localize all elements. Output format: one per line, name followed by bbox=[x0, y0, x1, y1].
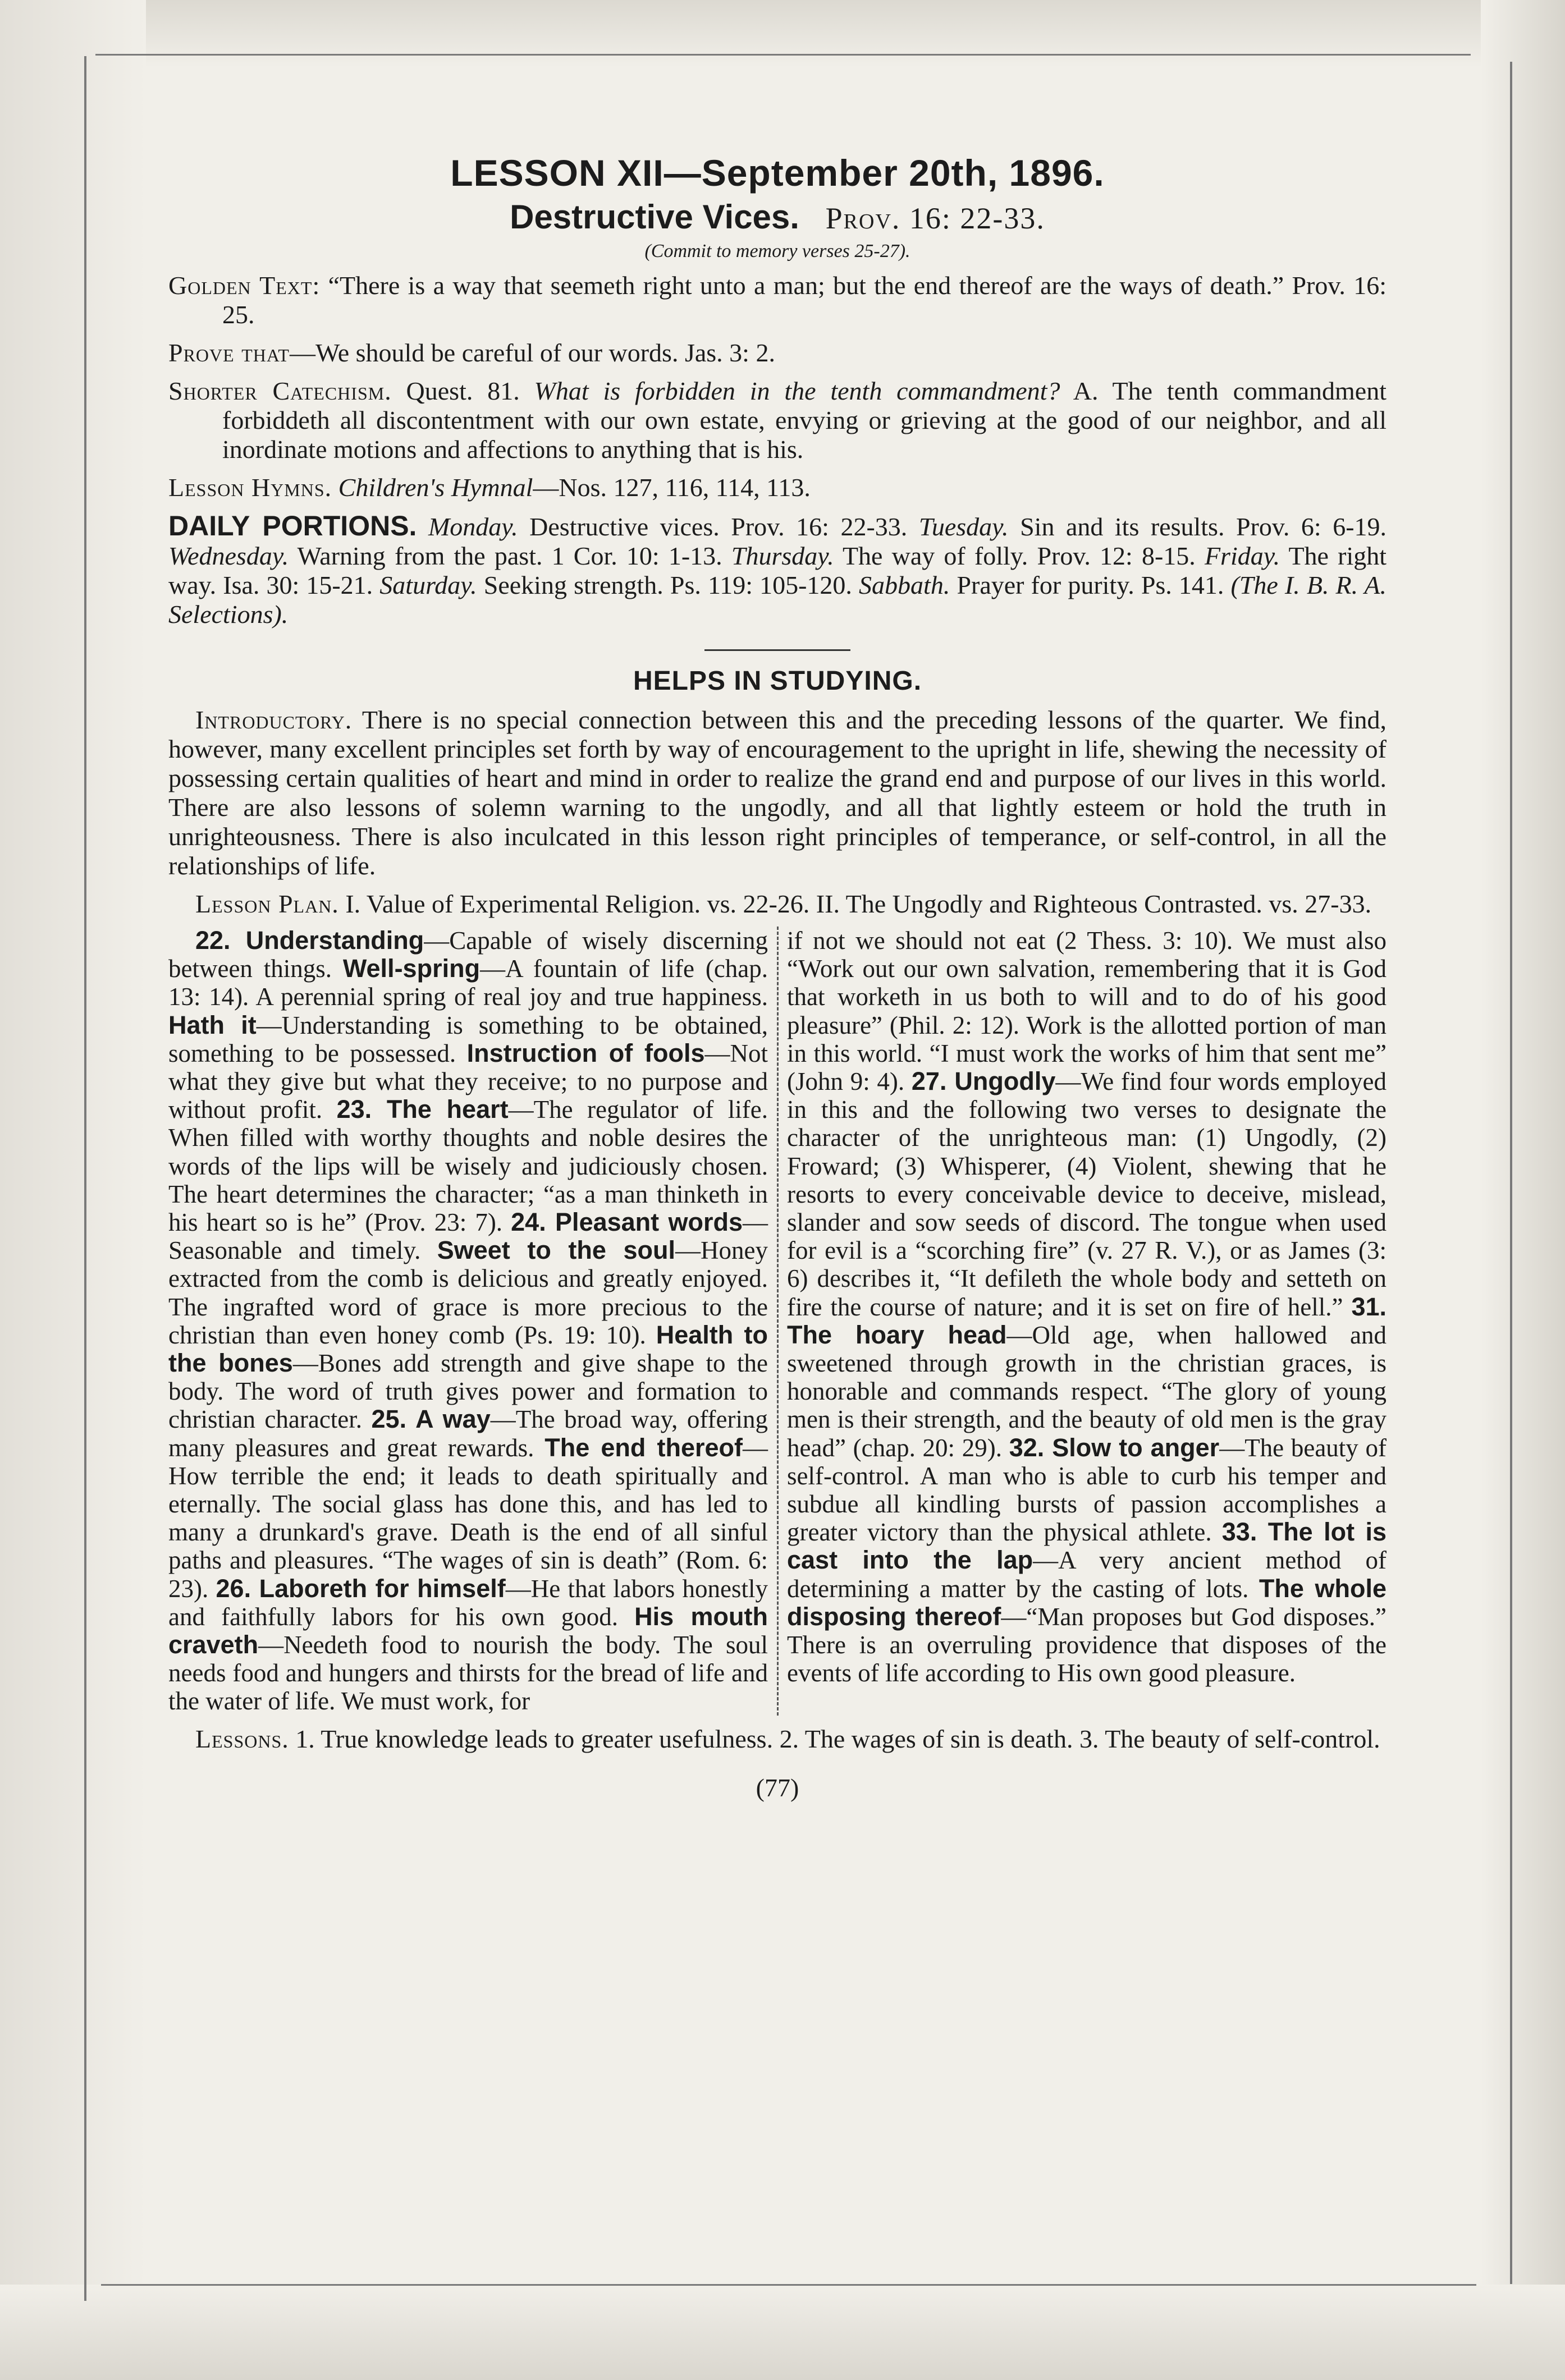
catechism-quest: Quest. 81. bbox=[406, 377, 520, 405]
golden-text-label: Golden Text: bbox=[168, 271, 321, 300]
page-shadow-top bbox=[0, 0, 1565, 67]
verse-note: —How terrible the end; it leads to death spiritually and eternally. The social glass has done this, and has led to many a drunkard's grave. Death is the end of all sinful paths and pleasures. “The wages of sin is death” (Rom. 6: 23). bbox=[168, 1433, 768, 1603]
verse-keyword: 32. Slow to anger bbox=[1009, 1433, 1220, 1462]
helps-heading: HELPS IN STUDYING. bbox=[633, 666, 922, 696]
page-shadow-left bbox=[0, 0, 146, 2380]
verse-note: —“Man proposes but God disposes.” There is an overruling providence that disposes of the events of life according to His own good pleasure. bbox=[787, 1602, 1386, 1687]
page-shadow-right bbox=[1481, 0, 1565, 2380]
verse-note: —We find four words employed in this and the following two verses to designate the character of the unrighteous man: (1) Ungodly, (2) Froward; (3) Whisperer, (4) Violent, shewing that he resorts to every conceivable device to deceive, mislead, slander and sow seeds of discord. The tongue when used for evil is a “scorching fire” (v. 27 R. V.), or as James (3: 6) describes it, “It defileth the whole body and setteth on fire the course of nature; and it is set on fire of hell.” bbox=[787, 1067, 1386, 1321]
commentary-left-column bbox=[168, 927, 768, 1716]
scripture-reference: Prov. 16: 22-33. bbox=[825, 201, 1045, 235]
verse-note: —The broad way, offering many pleasures and great rewards. bbox=[168, 1405, 768, 1462]
verse-keyword: 24. Pleasant words bbox=[511, 1208, 743, 1237]
catechism-answer: A. The tenth commandment forbiddeth all discontentment with our own estate, envying or grieving at the good of our neighbor, and all inordinate motions and affections to anything that is his. bbox=[222, 377, 1387, 464]
friday-text: The right way. Isa. 30: 15-21. bbox=[168, 542, 1387, 599]
verse-note: —Not what they give but what they receive; to no purpose and without profit. bbox=[168, 1039, 768, 1124]
monday-label: Monday. bbox=[428, 512, 518, 541]
daily-portions-label: DAILY PORTIONS. bbox=[168, 510, 417, 542]
friday-label: Friday. bbox=[1204, 542, 1280, 570]
verse-keyword: His mouth craveth bbox=[168, 1602, 768, 1659]
verse-note: —The beauty of self-control. A man who is able to curb his temper and subdue all kindling bursts of passion accomplishes a greater victory than the physical athlete. bbox=[787, 1433, 1387, 1547]
lesson-page bbox=[168, 152, 1386, 1803]
monday-text: Destructive vices. Prov. 16: 22-33. bbox=[529, 512, 908, 541]
introductory-text: There is no special connection between this and the preceding lessons of the quarter. We find, however, many excellent principles set forth by way of encouragement to the upright in life, shewing the necessity of possessing certain qualities of heart and mind in order to realize the grand end and purpose of our lives in this world. There are also lessons of solemn warning to the ungodly, and all that lightly esteem or hold the truth in unrighteousness. There is also inculcated in this lesson right principles of temperance, or self-control, in all the relationships of life. bbox=[168, 705, 1387, 880]
commentary-columns bbox=[168, 927, 1386, 1716]
verse-note: —The regulator of life. When filled with worthy thoughts and noble desires the words of the lips will be wisely and judiciously chosen. The heart determines the character; “as a man thinketh in his heart so is he” (Prov. 23: 7). bbox=[168, 1095, 768, 1237]
daily-source: (The I. B. R. A. Selections). bbox=[168, 571, 1387, 629]
page-number: (77) bbox=[756, 1773, 799, 1802]
commentary-right-column bbox=[787, 927, 1386, 1716]
tuesday-label: Tuesday. bbox=[918, 512, 1009, 541]
verse-keyword: Hath it bbox=[168, 1010, 257, 1039]
verse-note: —Honey extracted from the comb is delicious and greatly enjoyed. The ingrafted word of grace is more precious to the christian than even honey comb (Ps. 19: 10). bbox=[168, 1236, 768, 1349]
frame-right-rule bbox=[1510, 62, 1512, 2284]
verse-keyword: Instruction of fools bbox=[466, 1038, 705, 1067]
hymns-numbers: —Nos. 127, 116, 114, 113. bbox=[533, 473, 811, 502]
verse-note: —He that labors honestly and faithfully labors for his own good. bbox=[168, 1574, 768, 1631]
verse-note: —Seasonable and timely. bbox=[168, 1208, 768, 1265]
verse-note: if not we should not eat (2 Thess. 3: 10). We must also “Work out our own salvation, remembering that it is God that worketh in us both to will and to do of his good pleasure” (Phil. 2: 12). Work is the allotted portion of man in this world. “I must work the works of him that sent me” (John 9: 4). bbox=[787, 927, 1386, 1096]
sabbath-label: Sabbath. bbox=[859, 571, 950, 599]
thursday-label: Thursday. bbox=[731, 542, 834, 570]
verse-keyword: 26. Laboreth for himself bbox=[216, 1574, 506, 1603]
saturday-text: Seeking strength. Ps. 119: 105-120. bbox=[483, 571, 852, 599]
prove-that-body: —We should be careful of our words. Jas. 3: 2. bbox=[289, 338, 775, 367]
verse-keyword: 31. The hoary head bbox=[787, 1292, 1386, 1349]
catechism-question: What is forbidden in the tenth commandment? bbox=[534, 377, 1060, 405]
lesson-subtitle bbox=[168, 198, 1386, 236]
verse-note: —Old age, when hallowed and sweetened through growth in the christian graces, is honorable and commands respect. “The glory of young men is their strength, and the beauty of old men is the gray head” (chap. 20: 29). bbox=[787, 1320, 1387, 1462]
hymns-book: Children's Hymnal bbox=[338, 473, 533, 502]
frame-bottom-rule bbox=[101, 2284, 1476, 2286]
verse-note: —A fountain of life (chap. 13: 14). A perennial spring of real joy and true happiness. bbox=[168, 955, 768, 1011]
sabbath-text: Prayer for purity. Ps. 141. bbox=[957, 571, 1224, 599]
section-divider bbox=[704, 649, 850, 651]
golden-text-body: “There is a way that seemeth right unto a man; but the end thereof are the ways of death.” Prov. 16: 25. bbox=[222, 271, 1386, 329]
frame-top-rule bbox=[95, 54, 1471, 56]
wednesday-label: Wednesday. bbox=[168, 542, 289, 570]
lesson-plan bbox=[168, 889, 1386, 919]
verse-keyword: The whole disposing thereof bbox=[787, 1574, 1387, 1631]
catechism-label: Shorter Catechism. bbox=[168, 377, 392, 405]
golden-text bbox=[168, 271, 1386, 329]
tuesday-text: Sin and its results. Prov. 6: 6-19. bbox=[1020, 512, 1387, 541]
lesson-plan-label: Lesson Plan. bbox=[195, 889, 339, 918]
hymns-label: Lesson Hymns. bbox=[168, 473, 332, 502]
verse-note: —Understanding is something to be obtained, something to be possessed. bbox=[168, 1011, 768, 1067]
column-divider bbox=[768, 927, 787, 1716]
introductory bbox=[168, 705, 1386, 881]
verse-note: —Bones add strength and give shape to the body. The word of truth gives power and formation to christian character. bbox=[168, 1349, 768, 1434]
verse-note: —Capable of wisely discerning between things. bbox=[168, 927, 768, 983]
verse-keyword: 25. A way bbox=[371, 1405, 491, 1434]
lessons-label: Lessons. bbox=[195, 1724, 289, 1753]
daily-portions bbox=[168, 511, 1386, 629]
verse-keyword: The end thereof bbox=[544, 1433, 743, 1462]
introductory-label: Introductory. bbox=[195, 705, 353, 734]
verse-keyword: Sweet to the soul bbox=[437, 1236, 676, 1265]
verse-note: —Needeth food to nourish the body. The soul needs food and hungers and thirsts for the bread of life and the water of life. We must work, for bbox=[168, 1631, 768, 1716]
lesson-plan-text: I. Value of Experimental Religion. vs. 22-26. II. The Ungodly and Righteous Contrasted. vs. 27-33. bbox=[345, 889, 1372, 918]
commentary-entry bbox=[787, 1067, 1386, 1321]
lessons-text: 1. True knowledge leads to greater usefulness. 2. The wages of sin is death. 3. The beauty of self-control. bbox=[295, 1724, 1380, 1753]
shorter-catechism bbox=[168, 377, 1386, 464]
verse-keyword: 27. Ungodly bbox=[911, 1067, 1056, 1096]
subtitle-text: Destructive Vices. bbox=[510, 198, 799, 236]
verse-keyword: 22. Understanding bbox=[195, 926, 424, 955]
saturday-label: Saturday. bbox=[379, 571, 477, 599]
verse-keyword: 33. The lot is cast into the lap bbox=[787, 1517, 1386, 1575]
prove-that bbox=[168, 338, 1386, 368]
commit-note: (Commit to memory verses 25-27). bbox=[644, 241, 910, 262]
verse-keyword: Well-spring bbox=[342, 954, 481, 983]
thursday-text: The way of folly. Prov. 12: 8-15. bbox=[842, 542, 1196, 570]
verse-keyword: 23. The heart bbox=[336, 1095, 509, 1124]
lesson-hymns bbox=[168, 473, 1386, 502]
page-shadow-bottom bbox=[0, 2285, 1565, 2380]
verse-note: —A very ancient method of determining a matter by the casting of lots. bbox=[787, 1546, 1386, 1603]
lesson-title: LESSON XII—September 20th, 1896. bbox=[450, 152, 1105, 194]
frame-left-rule bbox=[84, 56, 86, 2301]
lessons-summary bbox=[168, 1725, 1386, 1754]
prove-that-label: Prove that bbox=[168, 338, 290, 367]
verse-keyword: Health to the bones bbox=[168, 1320, 768, 1378]
wednesday-text: Warning from the past. 1 Cor. 10: 1-13. bbox=[297, 542, 722, 570]
